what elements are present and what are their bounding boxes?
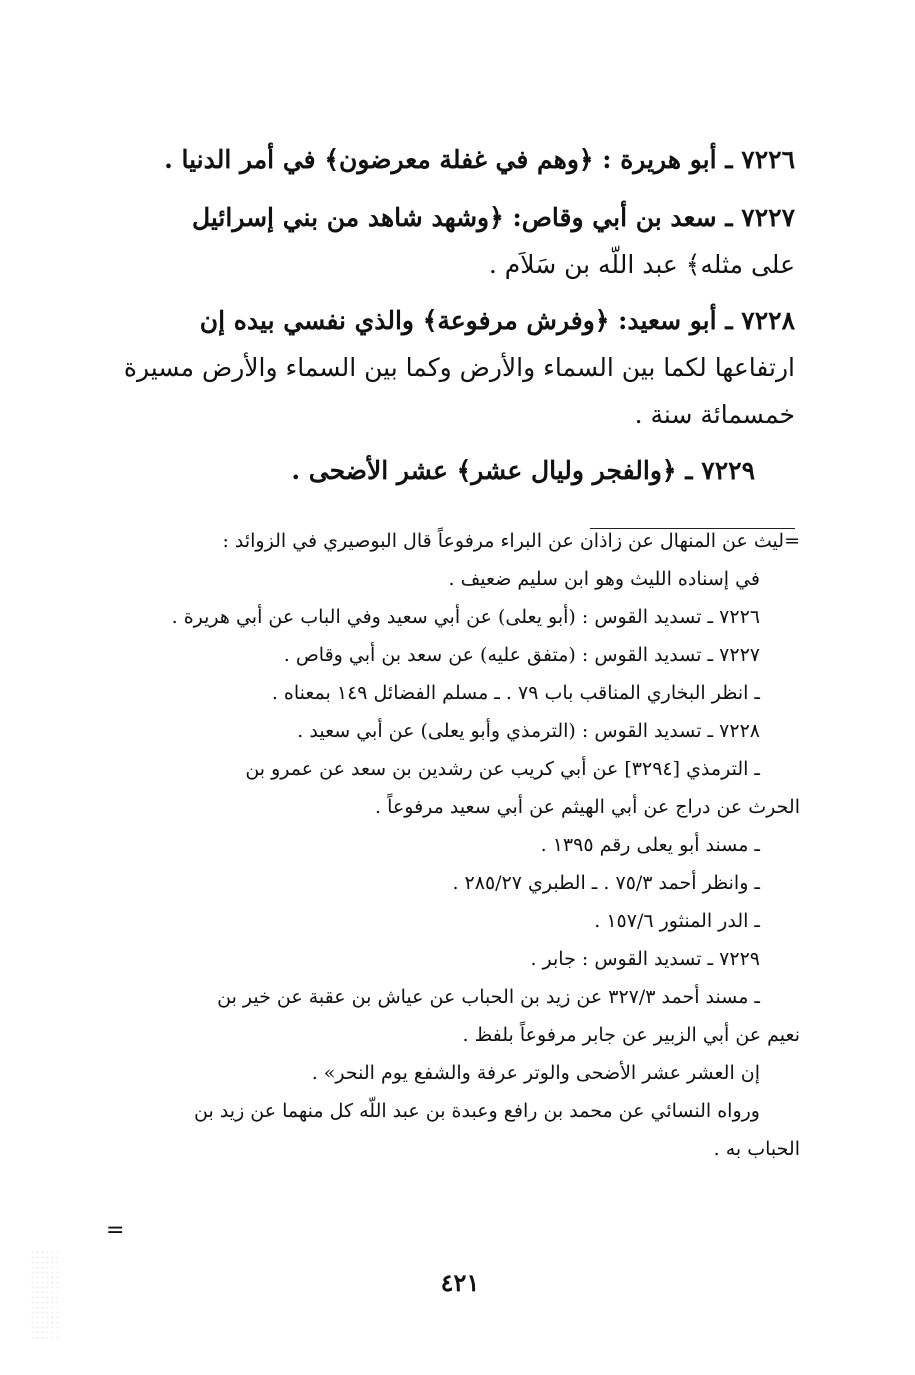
entry-line: ٧٢٢٩ ـ ﴿والفجر وليال عشر﴾ عشر الأضحى .	[291, 456, 755, 485]
footnote-line: الحرث عن دراج عن أبي الهيثم عن أبي سعيد مرفوعاً .	[375, 796, 800, 818]
footnote-line: ـ وانظر أحمد ٧٥/٣ . ـ الطبري ٢٨٥/٢٧ .	[452, 872, 760, 894]
footnote-line: ورواه النسائي عن محمد بن رافع وعبدة بن عبد اللّه كل منهما عن زيد بن	[194, 1100, 760, 1122]
footnote-line: ٧٢٢٧ ـ تسديد القوس : (متفق عليه) عن سعد بن أبي وقاص .	[283, 644, 760, 666]
entry-7226	[110, 136, 795, 183]
entry-line: ارتفاعها لكما بين السماء والأرض وكما بين السماء والأرض مسيرة	[123, 353, 795, 382]
footnote-line: الحباب به .	[713, 1138, 800, 1160]
page-number: ٤٢١	[440, 1268, 480, 1297]
footnote-line: =ليث عن المنهال عن زاذان عن البراء مرفوعاً قال البوصيري في الزوائد :	[222, 530, 800, 552]
footnote-line: ٧٢٢٦ ـ تسديد القوس : (أبو يعلى) عن أبي سعيد وفي الباب عن أبي هريرة .	[171, 606, 760, 628]
entry-7228	[110, 297, 795, 438]
footnote-line: ـ انظر البخاري المناقب باب ٧٩ . ـ مسلم الفضائل ١٤٩ بمعناه .	[271, 682, 760, 704]
continuation-mark: =	[106, 1218, 125, 1243]
footnote-line: في إسناده الليث وهو ابن سليم ضعيف .	[448, 568, 760, 590]
entry-line: ٧٢٢٦ ـ أبو هريرة : ﴿وهم في غفلة معرضون﴾ في أمر الدنيا .	[164, 145, 795, 174]
footnote-line: ـ الدر المنثور ١٥٧/٦ .	[594, 910, 760, 932]
entry-7229	[110, 447, 795, 494]
entry-line: خمسمائة سنة .	[634, 400, 795, 429]
footnote-line: نعيم عن أبي الزبير عن جابر مرفوعاً بلفظ .	[462, 1024, 800, 1046]
scan-speckle	[30, 1250, 58, 1340]
footnote-line: ٧٢٢٩ ـ تسديد القوس : جابر .	[530, 948, 760, 970]
entry-line: ٧٢٢٧ ـ سعد بن أبي وقاص: ﴿وشهد شاهد من بني إسرائيل	[191, 203, 795, 232]
entry-line: على مثله﴾ عبد اللّه بن سَلاَم .	[488, 250, 795, 279]
footnote-line: ـ مسند أبو يعلى رقم ١٣٩٥ .	[540, 834, 760, 856]
footnote-line: ـ مسند أحمد ٣٢٧/٣ عن زيد بن الحباب عن عياش بن عقبة عن خير بن	[217, 986, 760, 1008]
footnote-line: إن العشر عشر الأضحى والوتر عرفة والشفع يوم النحر» .	[311, 1062, 760, 1084]
entry-7227	[110, 194, 795, 288]
footnote-line: ـ الترمذي [٣٢٩٤] عن أبي كريب عن رشدين بن سعد عن عمرو بن	[245, 758, 760, 780]
footnotes	[110, 522, 800, 1168]
footnote-line: ٧٢٢٨ ـ تسديد القوس : (الترمذي وأبو يعلى) عن أبي سعيد .	[297, 720, 760, 742]
entry-line: ٧٢٢٨ ـ أبو سعيد: ﴿وفرش مرفوعة﴾ والذي نفسي بيده إن	[199, 306, 795, 335]
